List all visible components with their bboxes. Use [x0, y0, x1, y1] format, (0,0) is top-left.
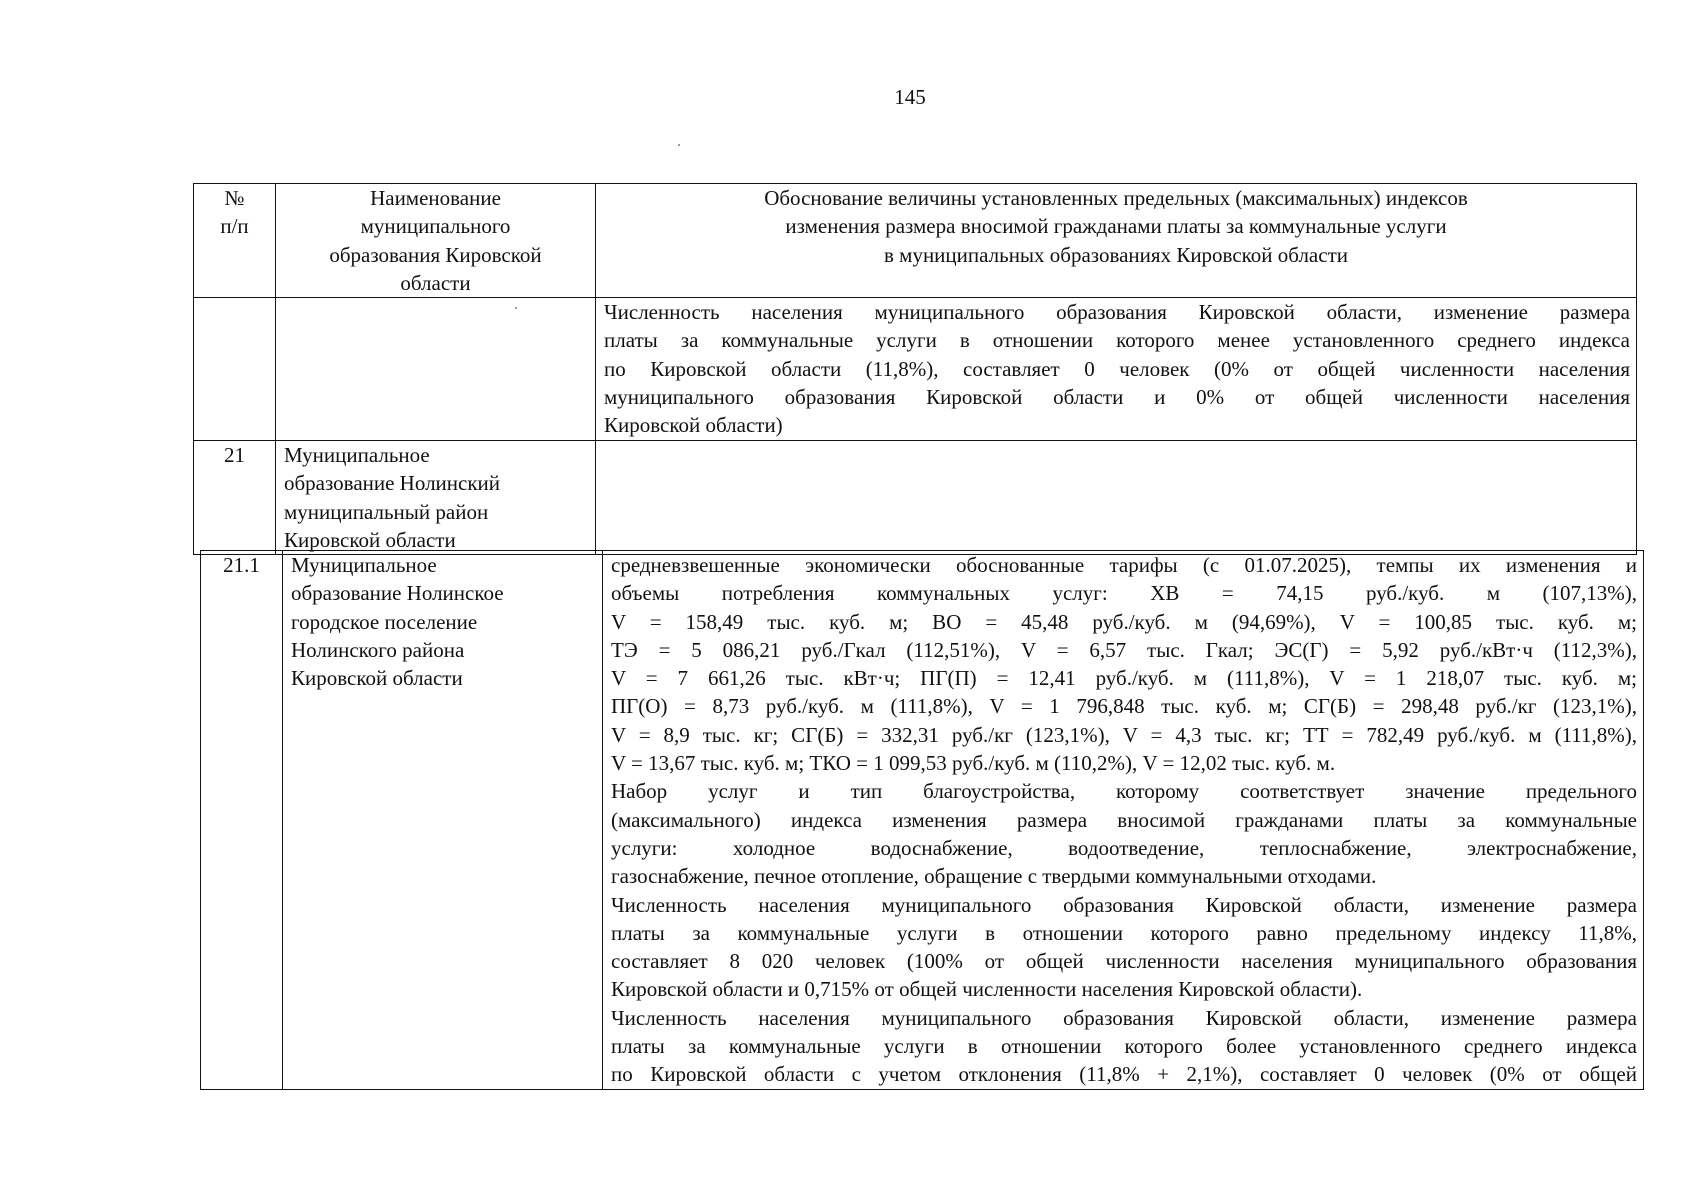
population-equal-paragraph — [611, 891, 1637, 1004]
reason-line: Кировской области) — [604, 413, 783, 438]
row-reason-cell — [603, 551, 1644, 1090]
population-above-paragraph — [611, 1004, 1637, 1089]
table-row — [194, 298, 1637, 441]
municipality-name-line: муниципальный район — [284, 499, 489, 524]
header-number-line: № — [224, 186, 245, 210]
reason-line: муниципального образования Кировской области и 0% от общей численности населения — [604, 385, 1630, 410]
reason-line: платы за коммунальные услуги в отношении которого менее установленного среднего индекса — [604, 328, 1630, 353]
reason-line: газоснабжение, печное отопление, обращение с твердыми коммунальными отходами. — [611, 864, 1377, 889]
reason-line: платы за коммунальные услуги в отношении которого более установленного среднего индекса — [611, 1034, 1637, 1059]
justification-table-bottom — [200, 550, 1644, 1090]
reason-line: по Кировской области (11,8%), составляет 0 человек (0% от общей численности населения — [604, 356, 1630, 381]
header-name-line: области — [400, 270, 471, 295]
row-number-cell: 21 — [194, 441, 276, 555]
header-number-line: п/п — [220, 214, 249, 239]
municipality-name-line: Муниципальное — [291, 553, 437, 577]
reason-line: по Кировской области с учетом отклонения (11,8% + 2,1%), составляет 0 человек (0% от общей — [611, 1062, 1637, 1087]
table-row — [194, 441, 1637, 555]
municipality-name-line: Кировской области — [291, 666, 463, 691]
reason-line: Численность населения муниципального образования Кировской области, изменение размера — [611, 1005, 1637, 1030]
reason-line: V = 8,9 тыс. кг; СГ(Б) = 332,31 руб./кг (123,1%), V = 4,3 тыс. кг; ТТ = 782,49 руб./куб. м (111,8%), — [611, 722, 1637, 747]
reason-line: Кировской области и 0,715% от общей численности населения Кировской области). — [611, 977, 1363, 1002]
reason-line: V = 7 661,26 тыс. кВт·ч; ПГ(П) = 12,41 руб./куб. м (111,8%), V = 1 218,07 тыс. куб. м; — [611, 666, 1637, 691]
municipality-name-line: образование Нолинское — [291, 581, 504, 606]
reason-line: ТЭ = 5 086,21 руб./Гкал (112,51%), V = 6,57 тыс. Гкал; ЭС(Г) = 5,92 руб./кВт·ч (112,3%), — [611, 637, 1637, 662]
reason-line: услуги: холодное водоснабжение, водоотведение, теплоснабжение, электроснабжение, — [611, 835, 1637, 860]
services-paragraph — [611, 777, 1637, 890]
header-reason-cell — [596, 184, 1637, 298]
reason-line: (максимального) индекса изменения размера вносимой гражданами платы за коммунальные — [611, 807, 1637, 832]
header-number-cell — [194, 184, 276, 298]
municipality-name-line: Муниципальное — [284, 443, 430, 468]
reason-line: Численность населения муниципального образования Кировской области, изменение размера — [604, 300, 1630, 325]
reason-line: платы за коммунальные услуги в отношении которого равно предельному индексу 11,8%, — [611, 920, 1637, 945]
municipality-name-line: Кировской области — [284, 528, 456, 553]
reason-line: ПГ(О) = 8,73 руб./куб. м (111,8%), V = 1 796,848 тыс. куб. м; СГ(Б) = 298,48 руб./кг (123,1%), — [611, 694, 1637, 719]
municipality-name-line: образование Нолинский — [284, 471, 501, 496]
header-name-line: образования Кировской — [329, 242, 542, 267]
reason-line: составляет 8 020 человек (100% от общей численности населения муниципального образования — [611, 949, 1637, 974]
header-name-line: муниципального — [360, 214, 511, 239]
reason-line: объемы потребления коммунальных услуг: ХВ = 74,15 руб./куб. м (107,13%), — [611, 581, 1637, 606]
page-number: 145 — [894, 85, 926, 109]
header-reason-line: изменения размера вносимой гражданами платы за коммунальные услуги — [785, 214, 1447, 239]
row-name-cell — [283, 551, 603, 1090]
justification-table-top — [193, 183, 1637, 555]
reason-line: средневзвешенные экономически обоснованные тарифы (с 01.07.2025), темпы их изменения и — [611, 553, 1637, 577]
row-number-cell: 21.1 — [201, 551, 283, 1090]
header-name-line: Наименование — [370, 186, 501, 210]
reason-line: V = 13,67 тыс. куб. м; ТКО = 1 099,53 руб./куб. м (110,2%), V = 12,02 тыс. куб. м. — [611, 751, 1336, 776]
row-reason-cell — [596, 441, 1637, 555]
municipality-name-line: Нолинского района — [291, 637, 465, 662]
table-header-row — [194, 184, 1637, 298]
scan-speck — [678, 144, 680, 146]
header-name-cell — [276, 184, 596, 298]
municipality-name-line: городское поселение — [291, 609, 478, 634]
tariffs-paragraph — [611, 551, 1637, 777]
table-row — [201, 551, 1644, 1090]
reason-line: Набор услуг и тип благоустройства, которому соответствует значение предельного — [611, 779, 1637, 804]
row-name-cell — [276, 298, 596, 441]
row-name-cell — [276, 441, 596, 555]
header-reason-line: в муниципальных образованиях Кировской области — [883, 242, 1348, 267]
row-number-cell — [194, 298, 276, 441]
reason-line: Численность населения муниципального образования Кировской области, изменение размера — [611, 892, 1637, 917]
reason-line: V = 158,49 тыс. куб. м; ВО = 45,48 руб./куб. м (94,69%), V = 100,85 тыс. куб. м; — [611, 609, 1637, 634]
header-reason-line: Обоснование величины установленных предельных (максимальных) индексов — [764, 186, 1468, 210]
row-reason-cell — [596, 298, 1637, 441]
